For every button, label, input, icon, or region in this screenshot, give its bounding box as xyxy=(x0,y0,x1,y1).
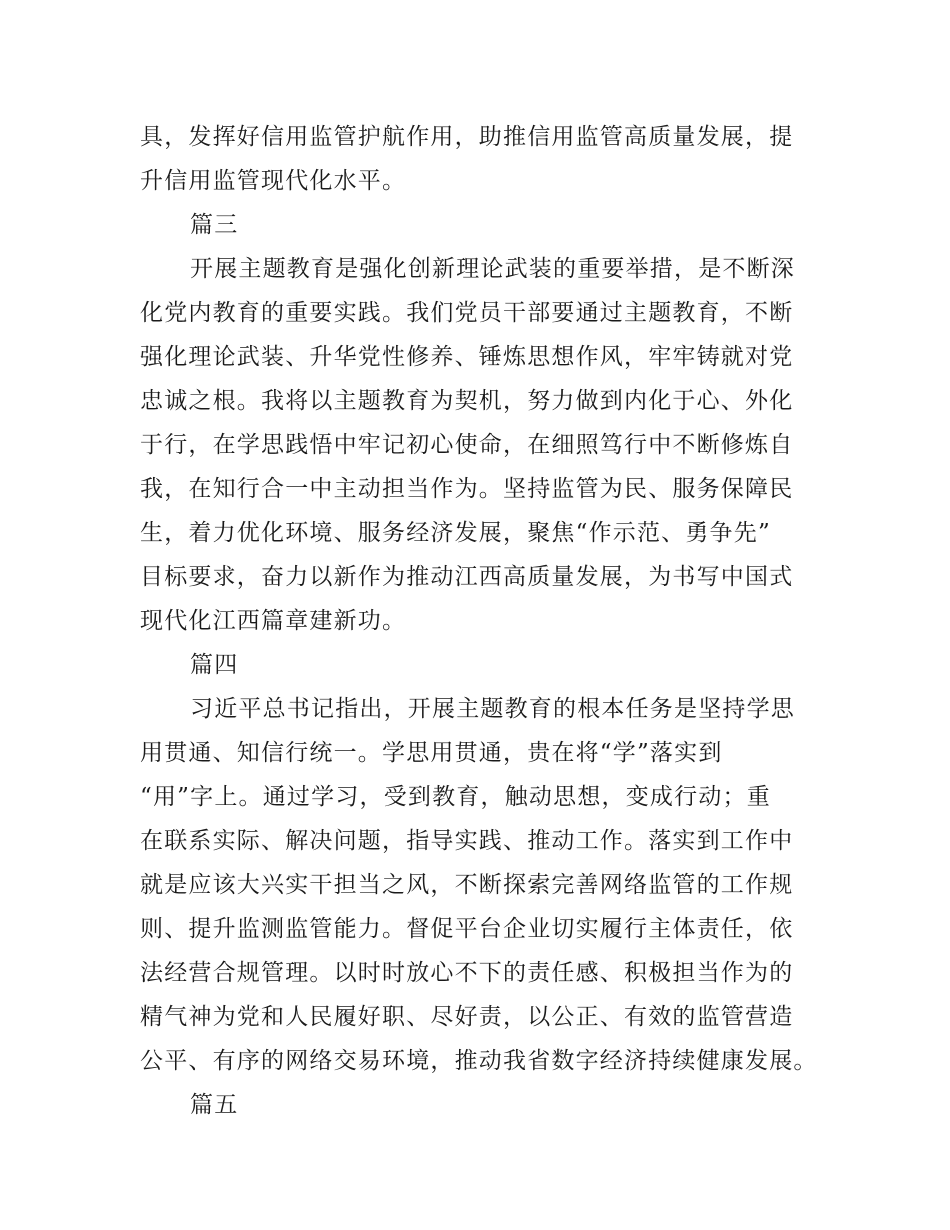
paragraph-line: 生，着力优化环境、服务经济发展，聚焦“作示范、勇争先” xyxy=(140,520,771,546)
paragraph-line: 法经营合规管理。以时时放心不下的责任感、积极担当作为的 xyxy=(140,960,794,986)
paragraph-line: 精气神为党和人民履好职、尽好责，以公正、有效的监管营造 xyxy=(140,1004,794,1030)
paragraph-line: 开展主题教育是强化创新理论武装的重要举措，是不断深 xyxy=(190,256,795,282)
paragraph-line: 具，发挥好信用监管护航作用，助推信用监管高质量发展，提 xyxy=(140,124,794,150)
paragraph-line: 目标要求，奋力以新作为推动江西高质量发展，为书写中国式 xyxy=(140,564,794,590)
paragraph-line: 用贯通、知信行统一。学思用贯通，贵在将“学”落实到 xyxy=(140,740,723,766)
paragraph-line: 升信用监管现代化水平。 xyxy=(140,168,407,194)
section-heading-5: 篇五 xyxy=(190,1092,239,1118)
section-heading-4: 篇四 xyxy=(190,652,239,678)
paragraph-line: 习近平总书记指出，开展主题教育的根本任务是坚持学思 xyxy=(190,696,795,722)
paragraph-line: 公平、有序的网络交易环境，推动我省数字经济持续健康发展。 xyxy=(140,1048,818,1074)
paragraph-line: 则、提升监测监管能力。督促平台企业切实履行主体责任，依 xyxy=(140,916,794,942)
paragraph-line: 化党内教育的重要实践。我们党员干部要通过主题教育，不断 xyxy=(140,300,794,326)
paragraph-line: 现代化江西篇章建新功。 xyxy=(140,608,407,634)
paragraph-line: 就是应该大兴实干担当之风，不断探索完善网络监管的工作规 xyxy=(140,872,794,898)
paragraph-line: 于行，在学思践悟中牢记初心使命，在细照笃行中不断修炼自 xyxy=(140,432,794,458)
paragraph-line: 我，在知行合一中主动担当作为。坚持监管为民、服务保障民 xyxy=(140,476,794,502)
paragraph-line: “用”字上。通过学习，受到教育，触动思想，变成行动；重 xyxy=(140,784,771,810)
section-heading-3: 篇三 xyxy=(190,212,239,238)
paragraph-line: 强化理论武装、升华党性修养、锤炼思想作风，牢牢铸就对党 xyxy=(140,344,794,370)
paragraph-line: 在联系实际、解决问题，指导实践、推动工作。落实到工作中 xyxy=(140,828,794,854)
paragraph-line: 忠诚之根。我将以主题教育为契机，努力做到内化于心、外化 xyxy=(140,388,794,414)
